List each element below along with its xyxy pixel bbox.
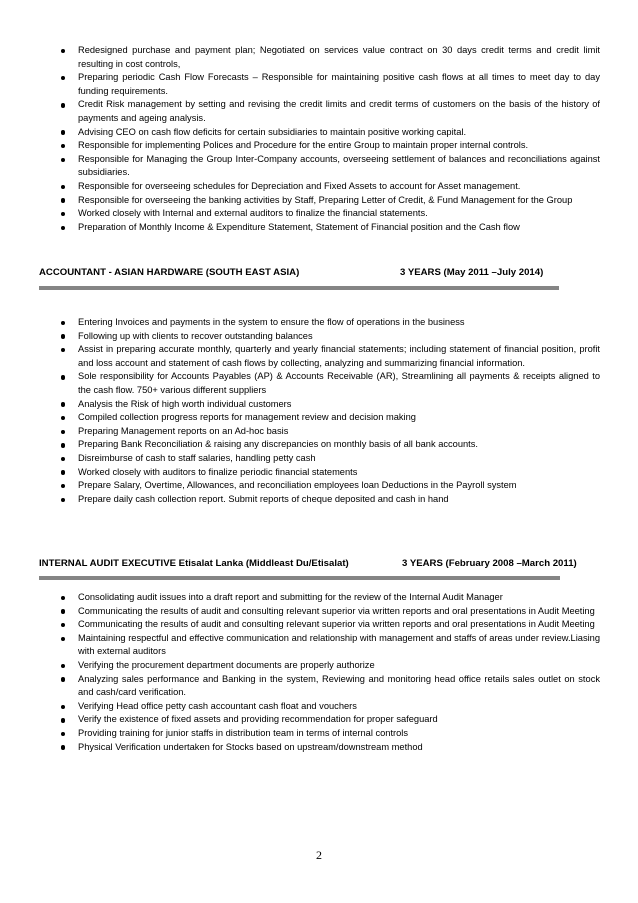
internal-audit-responsibilities-list	[60, 591, 600, 754]
list-item: Verifying Head office petty cash accountant cash float and vouchers	[60, 700, 600, 714]
job-title	[39, 557, 349, 571]
page-number: 2	[316, 848, 322, 862]
list-item: Entering Invoices and payments in the system to ensure the flow of operations in the business	[60, 316, 600, 330]
list-item: Preparing Management reports on an Ad-hoc basis	[60, 425, 600, 439]
list-item: Worked closely with auditors to finalize periodic financial statements	[60, 466, 600, 480]
list-item: Maintaining respectful and effective communication and relationship with management and staffs of areas under review.Liasing with external auditors	[60, 632, 600, 659]
list-item: Communicating the results of audit and consulting relevant superior via written reports and oral presentations in Audit Meeting	[60, 605, 600, 619]
job-title-role: INTERNAL AUDIT EXECUTIVE	[39, 558, 176, 569]
list-item: Communicating the results of audit and consulting relevant superior via written reports and oral presentations in Audit Meeting	[60, 618, 600, 632]
list-item: Assist in preparing accurate monthly, quarterly and yearly financial statements; including statement of financial position, profit and loss account and statement of cash flows by collecting, analyzing and summarizing financial information.	[60, 343, 600, 370]
top-responsibilities-list	[60, 44, 600, 234]
list-item: Prepare Salary, Overtime, Allowances, and reconciliation employees loan Deductions in the Payroll system	[60, 479, 600, 493]
list-item: Responsible for implementing Polices and Procedure for the entire Group to maintain proper internal controls.	[60, 139, 600, 153]
list-item: Physical Verification undertaken for Stocks based on upstream/downstream method	[60, 741, 600, 755]
list-item: Preparation of Monthly Income & Expenditure Statement, Statement of Financial position and the Cash flow	[60, 221, 600, 235]
section-divider	[39, 576, 560, 580]
list-item: Disreimburse of cash to staff salaries, handling petty cash	[60, 452, 600, 466]
list-item: Preparing Bank Reconciliation & raising any discrepancies on monthly basis of all bank accounts.	[60, 438, 600, 452]
list-item: Worked closely with Internal and external auditors to finalize the financial statements.	[60, 207, 600, 221]
list-item: Verify the existence of fixed assets and providing recommendation for proper safeguard	[60, 713, 600, 727]
list-item: Prepare daily cash collection report. Submit reports of cheque deposited and cash in hand	[60, 493, 600, 507]
list-item: Responsible for overseeing the banking activities by Staff, Preparing Letter of Credit, & Fund Management for the Group	[60, 194, 600, 208]
list-item: Preparing periodic Cash Flow Forecasts – Responsible for maintaining positive cash flows at all times to meet day to day funding requirements.	[60, 71, 600, 98]
list-item: Credit Risk management by setting and revising the credit limits and credit terms of customers on the basis of the history of payments and ageing analysis.	[60, 98, 600, 125]
job-duration: 3 YEARS (February 2008 –March 2011)	[402, 558, 577, 569]
job-title: ACCOUNTANT - ASIAN HARDWARE (SOUTH EAST ASIA)	[39, 267, 300, 278]
accountant-responsibilities-list	[60, 316, 600, 506]
list-item: Analysis the Risk of high worth individual customers	[60, 398, 600, 412]
list-item: Verifying the procurement department documents are properly authorize	[60, 659, 600, 673]
list-item: Compiled collection progress reports for management review and decision making	[60, 411, 600, 425]
list-item: Redesigned purchase and payment plan; Negotiated on services value contract on 30 days credit terms and credit limit resulting in cost controls,	[60, 44, 600, 71]
list-item: Responsible for overseeing schedules for Depreciation and Fixed Assets to account for Asset management.	[60, 180, 600, 194]
list-item: Consolidating audit issues into a draft report and submitting for the review of the Internal Audit Manager	[60, 591, 600, 605]
list-item: Following up with clients to recover outstanding balances	[60, 330, 600, 344]
list-item: Responsible for Managing the Group Inter-Company accounts, overseeing settlement of balances and reconciliations against subsidiaries.	[60, 153, 600, 180]
list-item: Providing training for junior staffs in distribution team in terms of internal controls	[60, 727, 600, 741]
job-title-employer: Etisalat Lanka (Middleast Du/Etisalat)	[178, 558, 349, 569]
section-divider	[39, 286, 559, 290]
job-duration: 3 YEARS (May 2011 –July 2014)	[400, 267, 544, 278]
list-item: Sole responsibility for Accounts Payables (AP) & Accounts Receivable (AR), Streamlining all payments & receipts aligned to the cash flow. 750+ various different suppliers	[60, 370, 600, 397]
list-item: Analyzing sales performance and Banking in the system, Reviewing and monitoring head office retails sales outlet on stock and cash/card verification.	[60, 673, 600, 700]
list-item: Advising CEO on cash flow deficits for certain subsidiaries to maintain positive working capital.	[60, 126, 600, 140]
